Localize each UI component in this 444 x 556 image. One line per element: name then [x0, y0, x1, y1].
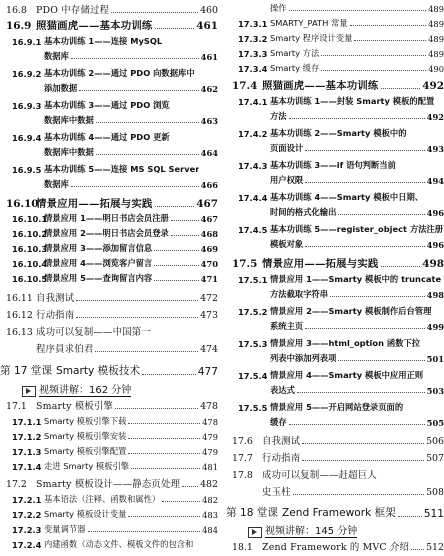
page-number: 469 [200, 244, 218, 254]
entry-title: 行动指南 [36, 310, 75, 321]
toc-entry [0, 146, 218, 158]
toc-entry [0, 272, 218, 284]
entry-title: 情景应用 1——明日书店会员注册 [44, 213, 169, 223]
entry-title: PDO 中存储过程 [36, 5, 110, 16]
toc-entry [226, 159, 444, 171]
page-number: 474 [200, 344, 218, 355]
entry-title: 情景应用 3——添加留言信息 [44, 243, 153, 253]
entry-title: Smarty 模板设计变量 [44, 509, 127, 519]
entry-title: Smarty 模板引擎安装 [44, 431, 127, 441]
chapter-heading [0, 363, 218, 378]
toc-entry [0, 430, 218, 442]
entry-number: 16.11 [6, 293, 33, 304]
entry-number: 16.10.5 [12, 274, 48, 284]
entry-number: 17.5.3 [238, 339, 268, 349]
leader-dots [293, 494, 424, 495]
entry-number: 16.8 [6, 5, 27, 16]
entry-number: 17.5 [232, 258, 258, 270]
entry-title: 用户权限 [270, 175, 304, 185]
entry-number: 17.5.4 [238, 371, 268, 381]
entry-number: 16.9 [6, 20, 32, 32]
entry-title: 基本功训练 3——通过 PDO 浏览 [44, 100, 170, 110]
toc-entry [0, 99, 218, 111]
entry-title: 基本功训练 4——Smarty 模板中日期、 [270, 192, 424, 202]
entry-title: 照猫画虎——基本功训练 [262, 80, 379, 92]
toc-entry [0, 324, 218, 338]
leader-dots [71, 186, 199, 187]
entry-number: 16.9.1 [12, 37, 42, 47]
leader-dots [128, 516, 200, 517]
leader-dots [302, 460, 424, 461]
entry-title: 基本功训练 5——register_object 方法注册 [270, 224, 444, 234]
leader-dots [182, 486, 198, 487]
entry-number: 17.2 [6, 479, 27, 490]
toc-entry [226, 273, 444, 285]
entry-number: 17.5.1 [238, 275, 268, 285]
toc-entry [0, 415, 218, 427]
entry-title: 基本功训练 3——if 语句判断当前 [270, 160, 396, 170]
toc-entry [226, 47, 444, 59]
page-number: 464 [200, 148, 218, 158]
toc-entry [226, 320, 444, 332]
page-number: 463 [200, 116, 218, 126]
entry-number: 17.2.3 [12, 525, 42, 535]
entry-number: 17.4 [232, 80, 258, 92]
entry-title: 数据库 [44, 51, 69, 61]
toc-entry [226, 110, 444, 122]
entry-title: 情景应用 2——Smarty 模板制作后台管理 [270, 306, 432, 316]
page-number: 479 [202, 447, 218, 457]
entry-number: 16.9.2 [12, 69, 42, 79]
toc-entry [226, 17, 444, 29]
toc-entry [0, 445, 218, 457]
leader-dots [155, 206, 195, 207]
entry-title: 系统主页 [270, 321, 304, 331]
entry-title: Smarty 模板引擎配置 [44, 446, 127, 456]
entry-title: Zend Framework 的 MVC 介绍 [262, 542, 410, 553]
toc-entry [226, 191, 444, 203]
video-duration [0, 381, 218, 397]
toc-entry [226, 255, 444, 270]
toc-entry [0, 508, 218, 520]
entry-number: 17.1.2 [12, 432, 42, 442]
entry-title: 时间的格式化输出 [270, 207, 337, 217]
toc-entry [226, 337, 444, 349]
page-number: 478 [202, 417, 218, 427]
entry-title: 自我测试 [262, 436, 301, 447]
page-number: 466 [200, 180, 218, 190]
toc-entry [0, 82, 218, 94]
leader-dots [79, 90, 198, 91]
video-icon [22, 386, 36, 397]
page-number: 489 [428, 19, 444, 29]
entry-title: 数据库中数据 [44, 147, 94, 157]
entry-number: 17.4.5 [238, 225, 268, 235]
entry-title: 史玉柱 [262, 487, 291, 498]
page-number: 477 [197, 366, 218, 378]
leader-dots [76, 300, 198, 301]
page-number: 496 [426, 240, 444, 250]
entry-title: Smarty 方法 [270, 48, 320, 58]
entry-title: 操作 [270, 3, 287, 13]
page-number: 484 [202, 525, 218, 535]
entry-title: 基本功训练 1——封装 Smarty 模板的配置 [270, 96, 435, 106]
entry-title: 列表中添加列表项 [270, 353, 337, 363]
page-number: 493 [426, 144, 444, 154]
entry-number: 第 17 堂课 [0, 365, 52, 377]
leader-dots [338, 360, 424, 361]
entry-number: 第 18 堂课 [226, 507, 278, 519]
page-number: 467 [196, 198, 218, 210]
entry-number: 17.4.1 [238, 97, 268, 107]
video-duration [226, 522, 444, 538]
toc-entry [226, 369, 444, 381]
leader-dots [289, 118, 425, 119]
entry-number: 17.1.4 [12, 462, 42, 472]
entry-number: 16.9.3 [12, 101, 42, 111]
toc-entry [0, 178, 218, 190]
page-number: 482 [202, 495, 218, 505]
leader-dots [154, 280, 198, 281]
entry-title: Smarty 缓存 [270, 63, 320, 73]
video-label: 视频讲解：162 分钟 [39, 381, 131, 397]
toc-entry [0, 290, 218, 304]
page-number: 498 [422, 258, 444, 270]
page-number: 461 [196, 20, 218, 32]
leader-dots [330, 296, 425, 297]
entry-title: 情景应用 5——开启网站登录页面的 [270, 402, 404, 412]
entry-title: 模板对象 [270, 239, 304, 249]
entry-title: 变量调节器 [44, 524, 86, 534]
page-number: 511 [423, 508, 444, 520]
page-number: 496 [426, 208, 444, 218]
entry-number: 17.1 [6, 401, 27, 412]
toc-entry [226, 416, 444, 428]
page-number: 507 [426, 453, 444, 464]
page-number: 512 [426, 542, 444, 553]
leader-dots [289, 424, 425, 425]
toc-entry [226, 142, 444, 154]
entry-number: 17.1.1 [12, 417, 42, 427]
toc-entry [226, 174, 444, 186]
leader-dots [171, 235, 199, 236]
entry-number: 17.3.3 [238, 49, 268, 59]
entry-title: 自我测试 [36, 293, 75, 304]
toc-entry [0, 114, 218, 126]
entry-title: 行动指南 [262, 453, 301, 464]
leader-dots [302, 443, 424, 444]
leader-dots [131, 468, 200, 469]
toc-entry [226, 223, 444, 235]
leader-dots [171, 220, 199, 221]
toc-entry [226, 401, 444, 413]
entry-title: Smarty 模板设计——静态页处理 [36, 479, 181, 490]
entry-number: 17.8 [232, 470, 253, 481]
entry-number: 17.6 [232, 436, 253, 447]
toc-entry [0, 195, 218, 210]
entry-title: 基本功训练 5——连接 MS SQL Server [44, 164, 200, 174]
leader-dots [289, 10, 427, 11]
entry-title: 情景应用——拓展与实践 [36, 198, 153, 210]
page-number: 462 [200, 84, 218, 94]
entry-number: 17.3.4 [238, 64, 268, 74]
entry-title: Smarty 模板引擎下载 [44, 416, 127, 426]
entry-title: 页面设计 [270, 143, 304, 153]
entry-title: 程序員求伯君 [36, 344, 94, 355]
page-number: 460 [200, 5, 218, 16]
toc-entry [226, 484, 444, 498]
entry-number: 17.4.4 [238, 193, 268, 203]
entry-title: Smarty 程序设计变量 [270, 33, 353, 43]
page-number: 503 [426, 386, 444, 396]
leader-dots [155, 28, 195, 29]
leader-dots [350, 25, 427, 26]
toc-entry [0, 2, 218, 16]
leader-dots [297, 392, 425, 393]
page-number: 489 [428, 4, 444, 14]
leader-dots [354, 40, 426, 41]
leader-dots [321, 70, 426, 71]
entry-number: 16.9.4 [12, 133, 42, 143]
leader-dots [76, 317, 198, 318]
entry-number: 17.2.2 [12, 510, 42, 520]
toc-entry [0, 212, 218, 224]
page-number: 467 [200, 214, 218, 224]
page-number: 508 [426, 487, 444, 498]
page-number: 479 [202, 432, 218, 442]
toc-entry [0, 35, 218, 47]
leader-dots [88, 531, 201, 532]
toc-entry [0, 50, 218, 62]
entry-number: 17.5.2 [238, 307, 268, 317]
leader-dots [96, 154, 199, 155]
entry-title: 成功可以复制——赶超巨人 [262, 470, 377, 481]
toc-entry [226, 32, 444, 44]
entry-title: 方法 [270, 111, 287, 121]
page-number: 483 [202, 510, 218, 520]
entry-number: 16.10.2 [12, 229, 48, 239]
page-number: 471 [200, 274, 218, 284]
entry-title: 情景应用 3——html_option 函数下拉 [270, 338, 421, 348]
toc-entry [226, 352, 444, 364]
leader-dots [321, 55, 426, 56]
entry-title: 成功可以复制——中国第一 [36, 327, 151, 338]
leader-dots [95, 351, 198, 352]
entry-title: Smarty 模板引擎 [36, 401, 114, 412]
chapter-heading [226, 505, 444, 520]
toc-entry [226, 288, 444, 300]
leader-dots [381, 88, 421, 89]
video-icon [248, 527, 262, 538]
entry-title: 表达式 [270, 385, 295, 395]
entry-number: 17.3.1 [238, 19, 268, 29]
page-number: 470 [200, 259, 218, 269]
toc-entry [0, 257, 218, 269]
leader-dots [305, 150, 424, 151]
video-label: 视频讲解：145 分钟 [265, 522, 357, 538]
leader-dots [154, 250, 198, 251]
entry-number: 17.1.3 [12, 447, 42, 457]
entry-title: 情景应用 5——查询留言内容 [44, 273, 153, 283]
entry-title: 情景应用 2——明日书店会员登录 [44, 228, 169, 238]
toc-entry [226, 305, 444, 317]
toc-entry [0, 242, 218, 254]
entry-title: 方法截取字符串 [270, 289, 329, 299]
page-number: 489 [428, 34, 444, 44]
toc-entry [0, 538, 218, 550]
entry-title: 添加数据 [44, 83, 78, 93]
toc-entry [226, 467, 444, 481]
entry-title: 基本功训练 1——连接 MySQL [44, 36, 163, 46]
toc-entry [226, 238, 444, 250]
page-number: 490 [428, 64, 444, 74]
leader-dots [381, 266, 421, 267]
toc-entry [226, 206, 444, 218]
toc-entry [0, 227, 218, 239]
entry-number: 17.7 [232, 453, 253, 464]
page-number: 492 [422, 80, 444, 92]
leader-dots [128, 453, 200, 454]
page-number: 461 [200, 52, 218, 62]
entry-number: 16.10.1 [12, 214, 48, 224]
entry-title: 基本功训练 4——通过 PDO 更新 [44, 132, 170, 142]
page-number: 482 [200, 479, 218, 490]
entry-number: 16.9.5 [12, 165, 42, 175]
toc-entry [0, 493, 218, 505]
leader-dots [305, 328, 424, 329]
entry-title: 基本功训练 2——Smarty 模板中的 [270, 128, 407, 138]
leader-dots [411, 549, 424, 550]
page-number: 472 [200, 293, 218, 304]
leader-dots [398, 516, 422, 517]
page-number: 501 [426, 354, 444, 364]
toc-entry [226, 127, 444, 139]
entry-number: 17.4.2 [238, 129, 268, 139]
entry-title: 情景应用 1——Smarty 模板中的 truncate [270, 274, 442, 284]
page-number: 468 [200, 229, 218, 239]
entry-number: 17.3.2 [238, 34, 268, 44]
entry-title: SMARTY_PATH 常量 [270, 18, 348, 28]
entry-number: 18.1 [232, 542, 253, 553]
toc-entry [0, 17, 218, 32]
toc-entry [0, 460, 218, 472]
leader-dots [111, 12, 198, 13]
entry-number: 17.2.1 [12, 495, 42, 505]
entry-title: 情景应用 4——Smarty 模板中应用正则 [270, 370, 424, 380]
toc-entry [0, 476, 218, 490]
leader-dots [305, 182, 424, 183]
entry-title: 照猫画虎——基本功训练 [36, 20, 153, 32]
page-number: 498 [426, 290, 444, 300]
toc-entry [0, 398, 218, 412]
entry-title: 基本语法（注释、函数和属性） [44, 494, 161, 504]
entry-title: 缓存 [270, 417, 287, 427]
page-number: 499 [426, 322, 444, 332]
entry-title: 情景应用 4——浏览客户留言 [44, 258, 153, 268]
leader-dots [154, 265, 198, 266]
toc-entry [226, 539, 444, 553]
leader-dots [128, 438, 200, 439]
leader-dots [96, 122, 199, 123]
leader-dots [71, 58, 199, 59]
entry-title: Zend Framework 框架 [282, 507, 396, 519]
toc-entry [226, 62, 444, 74]
entry-title: 走进 Smarty 模板引擎 [44, 461, 130, 471]
page-number: 489 [428, 49, 444, 59]
leader-dots [305, 246, 424, 247]
toc-entry [226, 384, 444, 396]
toc-entry [226, 450, 444, 464]
entry-title: Smarty 模板技术 [56, 365, 141, 377]
toc-entry [0, 523, 218, 535]
entry-title: 数据库 [44, 179, 69, 189]
entry-number: 17.5.5 [238, 403, 268, 413]
toc-entry [226, 433, 444, 447]
page-number: 473 [200, 310, 218, 321]
page-number: 494 [426, 176, 444, 186]
toc-entry [226, 2, 444, 14]
entry-title: 数据库中数据 [44, 115, 94, 125]
entry-number: 16.10.3 [12, 244, 48, 254]
page-number: 506 [426, 436, 444, 447]
toc-entry [0, 163, 218, 175]
entry-number: 17.4.3 [238, 161, 268, 171]
entry-number: 16.10 [6, 198, 39, 210]
page-number: 492 [426, 112, 444, 122]
page-number: 478 [200, 401, 218, 412]
page-number: 481 [202, 462, 218, 472]
toc-entry [0, 67, 218, 79]
leader-dots [338, 214, 424, 215]
entry-number: 16.13 [6, 327, 33, 338]
toc-entry [0, 131, 218, 143]
entry-title: 基本功训练 2——通过 PDO 向数据库中 [44, 68, 195, 78]
leader-dots [115, 408, 198, 409]
leader-dots [142, 374, 196, 375]
entry-number: 16.12 [6, 310, 33, 321]
entry-title: 情景应用——拓展与实践 [262, 258, 379, 270]
entry-number: 16.10.4 [12, 259, 48, 269]
toc-entry [226, 77, 444, 92]
leader-dots [128, 423, 200, 424]
toc-entry [0, 341, 218, 355]
entry-number: 17.2.4 [12, 540, 42, 550]
toc-entry [226, 95, 444, 107]
page-number: 505 [426, 418, 444, 428]
toc-entry [0, 307, 218, 321]
leader-dots [162, 501, 200, 502]
entry-title: 内建函数（动态文件、模板文件的包含和 [44, 539, 194, 549]
